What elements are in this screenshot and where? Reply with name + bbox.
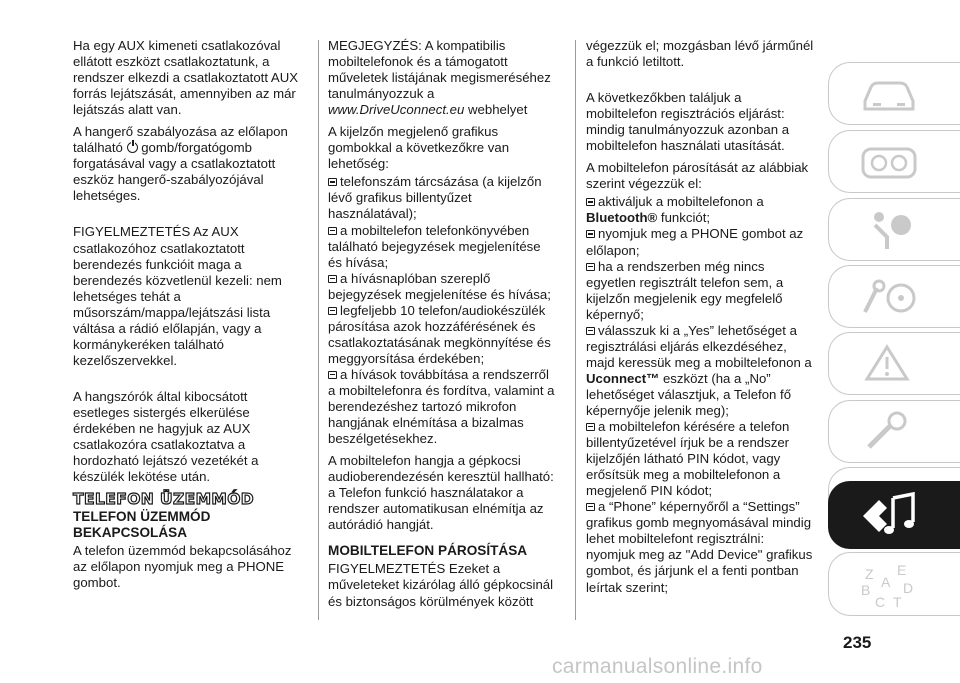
bold-term: Bluetooth® <box>586 210 658 226</box>
website-link[interactable]: www.DriveUconnect.eu <box>328 102 465 118</box>
page-number: 235 <box>843 633 872 652</box>
index-letter: D <box>903 580 914 596</box>
chapter-tab-maintenance[interactable] <box>828 400 960 463</box>
index-letter: T <box>893 594 902 610</box>
index-letter: C <box>875 594 886 610</box>
text: webhelyet <box>468 102 528 118</box>
text: gomb/forgatógomb forgatásával vagy a csatlakoztatott eszköz hangerő-szabályozójával lehetséges. <box>73 140 276 204</box>
bullet-icon <box>328 371 337 379</box>
list-item <box>586 419 816 499</box>
phone-music-icon <box>857 490 921 542</box>
chapter-tab-multimedia[interactable] <box>828 481 960 549</box>
text: a hívások továbbítása a rendszerről a mobiltelefonra és fordítva, valamint a berendezéshez tartozó mikrofon hangjának elnémítása a bizalmas beszélgetésekhez. <box>328 366 555 447</box>
text: a “Phone” képernyőről a “Settings” grafikus gomb megnyomásával mindig lehet mobiltelefont regisztrálni: nyomjuk meg az "Add Device" grafikus gombot, és járjunk el a fenti pontban leírtak szerint; <box>586 499 813 595</box>
index-letter: Z <box>865 566 874 582</box>
paragraph: A következőkben találjuk a mobiltelefon regisztrációs eljárást: mindig tanulmányozzuk azonban a mobiltelefon használati utasítását. <box>586 90 790 154</box>
paragraph: A hangszórók által kibocsátott esetleges sistergés elkerülése érdekében ne hagyjuk az AUX csatlakozóra csatlakoztatva a hordozható lejátszó vezetékét a készülék lekötése után. <box>73 388 259 485</box>
text: funkciót; <box>660 210 711 226</box>
text: telefonszám tárcsázása (a kijelzőn lévő grafikus billentyűzet használatával); <box>328 174 542 222</box>
text: a mobiltelefon telefonkönyvében található bejegyzések megjelenítése és hívása; <box>328 222 541 270</box>
text: a mobiltelefon kérésére a telefon billentyűzetével írjuk be a rendszer kijelzőjén látható PIN kódot, vagy erősítsük meg a mobiltelefonon a megjelenő PIN kódot; <box>586 419 790 499</box>
bullet-icon <box>586 327 595 335</box>
text: legfeljebb 10 telefon/audiokészülék párosítása azok hozzáférésének és csatlakoztatásának megkönnyítése és meggyorsítása érdekében; <box>328 302 551 366</box>
paragraph <box>328 38 556 118</box>
bullet-icon <box>586 263 595 271</box>
paragraph: A mobiltelefon hangja a gépkocsi audioberendezésén keresztül hallható: a Telefon funkció használatakor a rendszer automatikusan elnémítja az autórádió hangját. <box>328 453 554 533</box>
text: ha a rendszerben még nincs egyetlen regisztrált telefon sem, a kijelzőn megjelenik egy megfelelő képernyő; <box>586 258 784 322</box>
bullet-icon <box>586 198 595 206</box>
paragraph: Ha egy AUX kimeneti csatlakozóval ellátott eszközt csatlakoztatunk, a rendszer elkezdi a csatlakoztatott AUX forrás lejátszását, amennyiben az már lejátszás alatt van. <box>73 38 299 118</box>
text: válasszuk ki a „Yes” lehetőséget a regisztrálási eljárás elkezdéséhez, majd keressük meg a mobiltelefonon a <box>586 322 812 370</box>
text: A hangerő szabályozása az előlapon található <box>73 124 288 156</box>
index-letter: B <box>861 582 871 598</box>
bullet-list <box>328 174 556 447</box>
chapter-tab-vehicle[interactable] <box>828 62 960 125</box>
bullet-icon <box>586 503 595 511</box>
list-item <box>328 367 556 447</box>
bold-term: Uconnect™ <box>586 370 660 386</box>
paragraph: FIGYELMEZTETÉS Ezeket a műveleteket kizárólag álló gépkocsinál és biztonságos körülmények között <box>328 561 554 609</box>
list-item <box>328 271 556 303</box>
list-item <box>586 499 816 595</box>
car-icon <box>857 71 921 117</box>
chapter-tab-safety[interactable] <box>828 198 960 261</box>
chapter-tab-index[interactable] <box>828 552 960 616</box>
text: aktiváljuk a mobiltelefonon a <box>598 194 764 210</box>
list-item <box>328 174 556 222</box>
list-item <box>586 226 816 258</box>
key-steering-icon <box>857 274 921 320</box>
chapter-tab-emergency[interactable] <box>828 332 960 395</box>
index-letter: E <box>897 562 907 578</box>
section-heading: MOBILTELEFON PÁROSÍTÁSA <box>328 543 528 559</box>
list-item <box>586 323 816 419</box>
dashboard-icon <box>857 139 921 185</box>
column-3 <box>586 38 816 596</box>
bullet-icon <box>586 230 595 238</box>
text: a hívásnaplóban szereplő bejegyzések megjelenítése és hívása; <box>328 270 551 302</box>
bullet-icon <box>328 178 337 186</box>
subsection-heading: TELEFON ÜZEMMÓD BEKAPCSOLÁSA <box>73 509 211 541</box>
power-icon <box>127 142 138 153</box>
bullet-icon <box>586 423 595 431</box>
paragraph: A kijelzőn megjelenő grafikus gombokkal a következőkre van lehetőség: <box>328 124 510 172</box>
list-item <box>586 194 816 226</box>
wrench-icon <box>857 409 921 455</box>
column-divider <box>575 40 576 620</box>
watermark: carmanualsonline.info <box>552 655 763 678</box>
text: nyomjuk meg a PHONE gombot az előlapon; <box>586 226 804 258</box>
column-2 <box>328 38 556 616</box>
bullet-icon <box>328 307 337 315</box>
list-item <box>328 303 556 367</box>
text: eszközt (ha a „No” lehetőséget választjuk, a Telefon fő képernyője jelenik meg); <box>586 370 792 418</box>
paragraph: végezzük el; mozgásban lévő járműnél a funkció letiltott. <box>586 38 814 70</box>
alphabet-index-icon <box>857 561 921 611</box>
paragraph: A mobiltelefon párosítását az alábbiak szerint végezzük el: <box>586 160 809 192</box>
chapter-tab-dashboard[interactable] <box>828 130 960 193</box>
paragraph: A telefon üzemmód bekapcsolásához az előlapon nyomjuk meg a PHONE gombot. <box>73 543 292 591</box>
paragraph: FIGYELMEZTETÉS Az AUX csatlakozóhoz csatlakoztatott berendezés funkcióit maga a berendezés közvetlenül kezeli: nem lehetséges tehát a műsorszám/mappa/lejátszási lista váltása a rádió előlapján, vagy a kormánykeréken található kezelőszervekkel. <box>73 224 282 368</box>
bullet-icon <box>328 227 337 235</box>
column-divider <box>318 40 319 620</box>
paragraph <box>73 124 301 204</box>
list-item <box>328 223 556 271</box>
bullet-list <box>586 194 816 595</box>
airbag-seat-icon <box>857 207 921 253</box>
list-item <box>586 259 816 323</box>
chapter-tab-starting[interactable] <box>828 265 960 328</box>
bullet-icon <box>328 275 337 283</box>
index-letter: A <box>881 574 891 590</box>
column-1 <box>73 38 301 597</box>
section-heading: TELEFON ÜZEMMÓD <box>73 490 255 509</box>
warning-triangle-icon <box>857 341 921 387</box>
text: MEGJEGYZÉS: A kompatibilis mobiltelefonok és a támogatott műveletek listájának megismeréséhez tanulmányozzuk a <box>328 38 551 102</box>
